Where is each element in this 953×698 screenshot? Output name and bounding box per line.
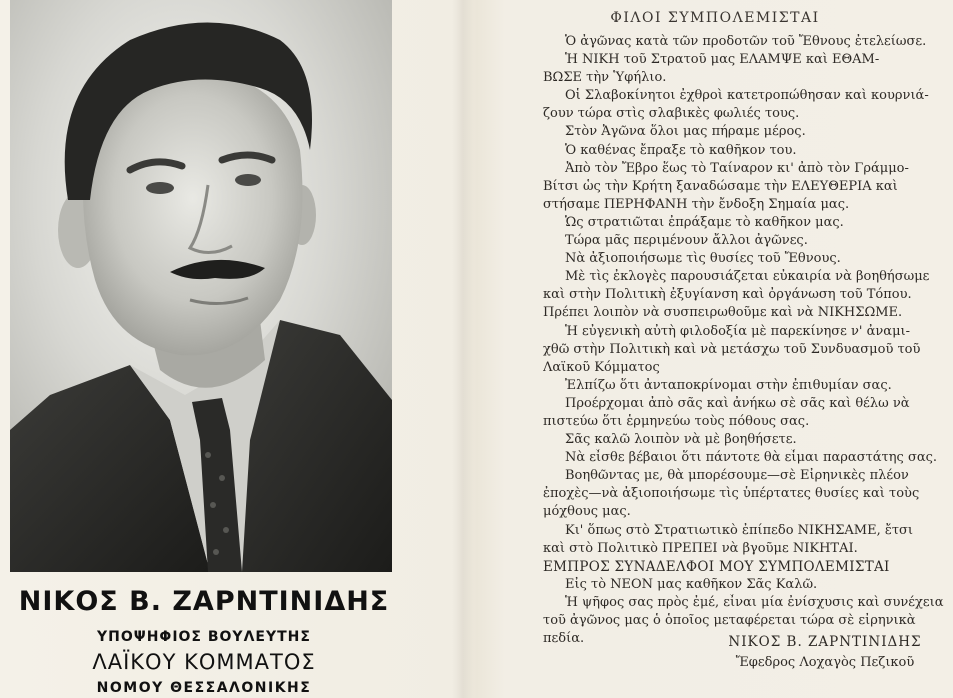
letter-line: πεδία. — [543, 631, 585, 647]
letter-line: Νὰ εἶσθε βέβαιοι ὅτι πάντοτε θὰ εἶμαι παραστάτης σας. — [565, 450, 938, 466]
letter-line: ΒΩΣΕ τὴν Ὑφήλιο. — [543, 70, 667, 86]
letter-line: Πρέπει λοιπὸν νὰ συσπειρωθοῦμε καὶ νὰ ΝΙΚΗΣΩΜΕ. — [543, 305, 903, 321]
letter-line: Προέρχομαι ἀπὸ σᾶς καὶ ἀνήκω σὲ σᾶς καὶ θέλω νὰ — [565, 395, 910, 411]
letter-line: τοῦ ἀγῶνος μας ὁ ὁποῖος μεταφέρεται τώρα σὲ εἰρηνικὰ — [543, 613, 916, 628]
letter-line: ἐποχὲς—νὰ ἀξιοποιήσωμε τὶς ὑπέρτατες θυσίες καὶ τοὺς — [543, 486, 920, 502]
candidate-role: ΥΠΟΨΗΦΙΟΣ ΒΟΥΛΕΥΤΗΣ — [97, 629, 311, 645]
candidate-portrait — [10, 0, 392, 572]
letter-line: Βίτσι ὡς τὴν Κρήτη ξαναδώσαμε τὴν ΕΛΕΥΘΕΡΙΑ καὶ — [543, 178, 898, 194]
letter-line: πιστεύω ὅτι ἑρμηνεύω τοὺς πόθους σας. — [543, 413, 810, 429]
candidate-prefecture: ΝΟΜΟΥ ΘΕΣΣΑΛΟΝΙΚΗΣ — [96, 680, 312, 696]
letter-line: Μὲ τὶς ἐκλογὲς παρουσιάζεται εὐκαιρία νὰ βοηθήσωμε — [565, 269, 930, 285]
letter-line: Νὰ ἀξιοποιήσωμε τὶς θυσίες τοῦ Ἔθνους. — [565, 251, 841, 267]
letter-line: Οἱ Σλαβοκίνητοι ἐχθροὶ κατετροπώθησαν καὶ κουρνιά- — [565, 88, 929, 104]
letter-line: Ἀπὸ τὸν Ἔβρο ἕως τὸ Ταίναρον κι' ἀπὸ τὸν Γράμμο- — [565, 160, 909, 176]
candidate-name: ΝΙΚΟΣ Β. ΖΑΡΝΤΙΝΙΔΗΣ — [18, 586, 390, 617]
page-fold — [452, 0, 474, 698]
letter-line: Ἐλπίζω ὅτι ἀνταποκρίνομαι στὴν ἐπιθυμίαν σας. — [565, 377, 892, 393]
letter-line: στήσαμε ΠΕΡΗΦΑΝΗ τὴν ἔνδοξη Σημαία μας. — [543, 196, 850, 212]
letter-line: Λαϊκοῦ Κόμματος — [543, 359, 660, 375]
letter-line: Σᾶς καλῶ λοιπὸν νὰ μὲ βοηθήσετε. — [565, 432, 797, 448]
letter-line: Ὁ ἀγῶνας κατὰ τῶν προδοτῶν τοῦ Ἔθνους ἐτελείωσε. — [565, 34, 927, 49]
letter-line: Ὡς στρατιῶται ἐπράξαμε τὸ καθῆκον μας. — [565, 214, 844, 230]
letter-line: Ἡ ψῆφος σας πρὸς ἐμέ, εἶναι μία ἐνίσχυσις καὶ συνέχεια — [565, 594, 944, 610]
candidate-party: ΛΑΪΚΟΥ ΚΟΜΜΑΤΟΣ — [92, 650, 316, 674]
letter-line: Κι' ὅπως στὸ Στρατιωτικὸ ἐπίπεδο ΝΙΚΗΣΑΜΕ, ἔτσι — [565, 522, 914, 538]
letter-line: καὶ στὸ Πολιτικὸ ΠΡΕΠΕΙ νὰ βγοῦμε ΝΙΚΗΤΑΙ. — [543, 540, 858, 556]
letter-line: καὶ στὴν Πολιτικὴ ἐξυγίανση καὶ ὀργάνωση τοῦ Τόπου. — [543, 287, 912, 303]
letter-line: μόχθους μας. — [543, 504, 631, 520]
portrait-drawing — [10, 0, 392, 572]
letter-line: Ἡ ΝΙΚΗ τοῦ Στρατοῦ μας ΕΛΑΜΨΕ καὶ ΕΘΑΜ- — [565, 52, 880, 68]
letter-line: χθῶ στὴν Πολιτικὴ καὶ νὰ μετάσχω τοῦ Συνδυασμοῦ τοῦ — [543, 341, 921, 357]
letter-line: ΕΜΠΡΟΣ ΣΥΝΑΔΕΛΦΟΙ ΜΟΥ ΣΥΜΠΟΛΕΜΙΣΤΑΙ — [543, 558, 890, 575]
letter-line: Τώρα μᾶς περιμένουν ἄλλοι ἀγῶνες. — [565, 233, 808, 249]
letter-line: Βοηθῶντας με, θὰ μπορέσουμε—σὲ Εἰρηνικὲς πλέον — [565, 468, 909, 484]
letter-body — [543, 33, 953, 648]
letter-line: Ὁ καθένας ἔπραξε τὸ καθῆκον του. — [565, 142, 797, 158]
letter-line: Στὸν Ἀγῶνα ὅλοι μας πήραμε μέρος. — [565, 124, 806, 140]
letter-title: ΦΙΛΟΙ ΣΥΜΠΟΛΕΜΙΣΤΑΙ — [610, 10, 820, 26]
letter-line: Ἡ εὐγενικὴ αὐτὴ φιλοδοξία μὲ παρεκίνησε ν' ἀναμι- — [565, 323, 911, 339]
letter-line: ζουν τώρα στὶς σλαβικὲς φωλιές τους. — [543, 106, 800, 122]
signature-name: ΝΙΚΟΣ Β. ΖΑΡΝΤΙΝΙΔΗΣ — [728, 634, 922, 650]
signature-title: Ἔφεδρος Λοχαγὸς Πεζικοῦ — [735, 655, 915, 670]
letter-line: Εἰς τὸ ΝΕΟΝ μας καθῆκον Σᾶς Καλῶ. — [565, 576, 818, 592]
